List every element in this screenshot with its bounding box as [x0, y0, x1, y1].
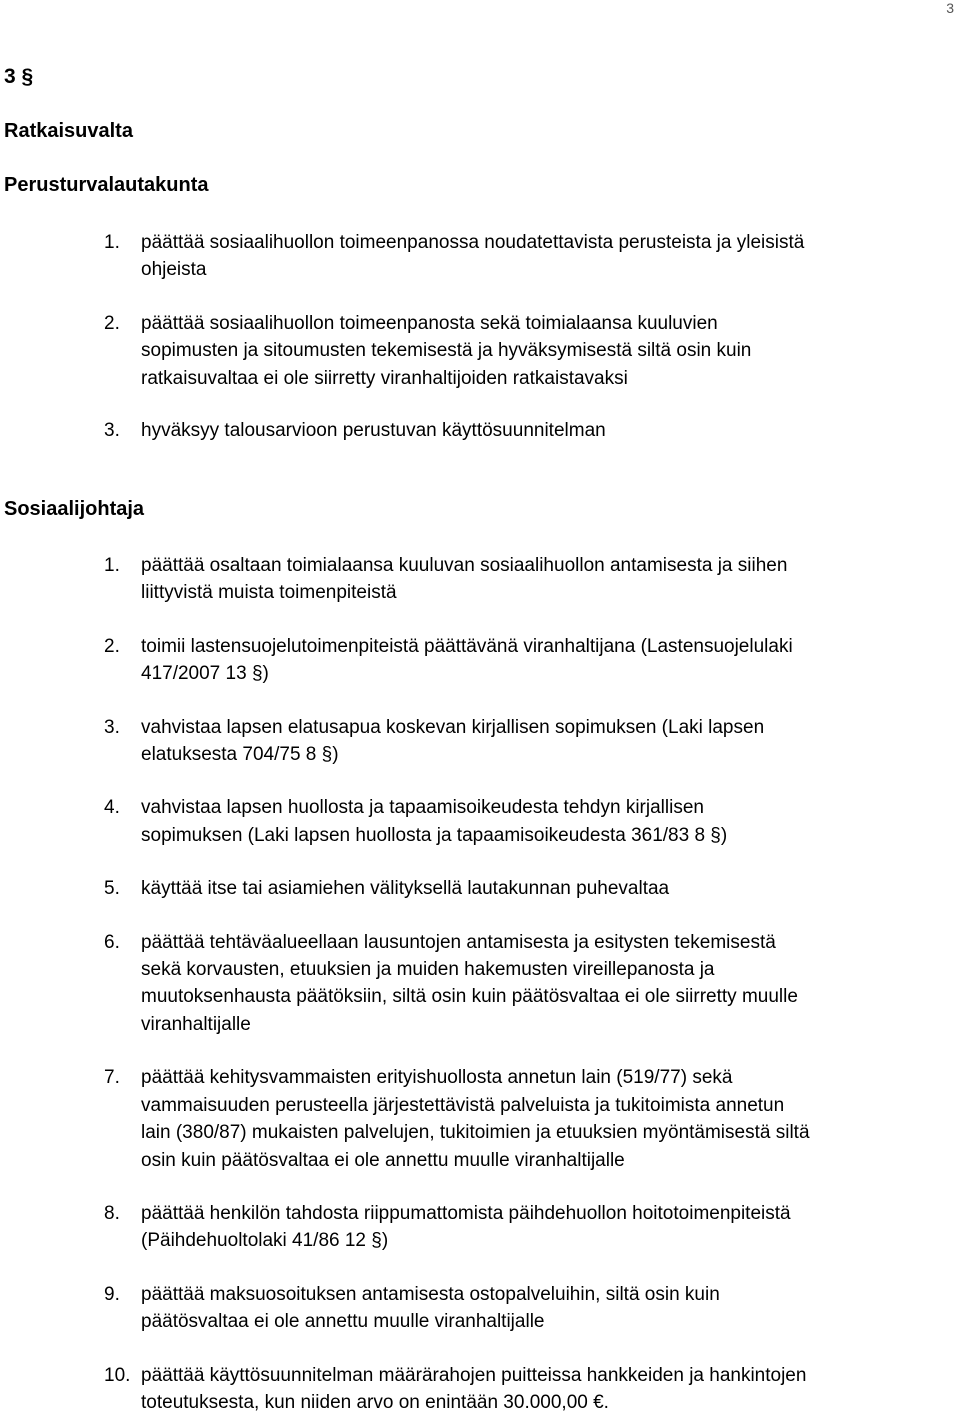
item-number: 8. [104, 1202, 120, 1224]
item-text-line: osin kuin päätösvaltaa ei ole annettu muulle viranhaltijalle [141, 1149, 625, 1171]
item-text-line: sopimusten ja sitoumusten tekemisestä ja hyväksymisestä siltä osin kuin [141, 340, 752, 362]
list-item [104, 1064, 960, 1174]
item-text-line: ohjeista [141, 259, 207, 281]
item-text [141, 714, 960, 769]
list-item [104, 929, 960, 1039]
item-number: 2. [104, 635, 120, 657]
item-text-line: vammaisuuden perusteella järjestettävistä palveluista ja tukitoimista annetun [141, 1094, 785, 1116]
item-text-line: muutoksenhausta päätöksiin, siltä osin kuin päätösvaltaa ei ole siirretty muulle [141, 986, 798, 1008]
item-text [141, 552, 960, 607]
item-text-line: elatuksesta 704/75 8 §) [141, 744, 339, 766]
list-item [104, 714, 960, 769]
list-item [104, 229, 960, 284]
item-text-line: päättää maksuosoituksen antamisesta ostopalveluihin, siltä osin kuin [141, 1283, 720, 1305]
item-number: 3. [104, 420, 120, 442]
item-text-line: sopimuksen (Laki lapsen huollosta ja tapaamisoikeudesta 361/83 8 §) [141, 824, 728, 846]
list-item [104, 552, 960, 607]
sosiaalijohtaja-list [104, 552, 960, 1416]
item-text-line: sekä korvausten, etuuksien ja muiden hakemusten vireillepanosta ja [141, 959, 715, 981]
item-text-line: lain (380/87) mukaisten palvelujen, tukitoimien ja etuuksien myöntämisestä siltä [141, 1122, 810, 1144]
item-text-line: 417/2007 13 §) [141, 663, 269, 685]
heading-sosiaalijohtaja: Sosiaalijohtaja [4, 498, 145, 520]
item-number: 4. [104, 797, 120, 819]
list-item [104, 794, 960, 849]
item-text-line: päättää osaltaan toimialaansa kuuluvan sosiaalihuollon antamisesta ja siihen [141, 555, 788, 576]
item-number: 3. [104, 716, 120, 738]
perusturva-list [104, 229, 960, 444]
item-text [141, 417, 960, 444]
item-text-line: ratkaisuvaltaa ei ole siirretty viranhaltijoiden ratkaistavaksi [141, 367, 628, 389]
item-number: 2. [104, 312, 120, 334]
item-text-line: päättää käyttösuunnitelman määrärahojen puitteissa hankkeiden ja hankintojen [141, 1364, 807, 1386]
list-item [104, 633, 960, 688]
item-text [141, 929, 960, 1039]
item-text [141, 633, 960, 688]
item-text-line: hyväksyy talousarvioon perustuvan käyttösuunnitelman [141, 420, 606, 442]
item-number: 1. [104, 555, 120, 576]
item-text-line: liittyvistä muista toimenpiteistä [141, 582, 397, 604]
item-number: 9. [104, 1283, 120, 1305]
item-text [141, 794, 960, 849]
item-text-line: viranhaltijalle [141, 1013, 251, 1035]
item-text [141, 229, 960, 284]
item-text-line: (Päihdehuoltolaki 41/86 12 §) [141, 1230, 389, 1252]
list-item [104, 1362, 960, 1417]
item-text [141, 875, 960, 902]
item-text-line: päättää kehitysvammaisten erityishuollosta annetun lain (519/77) sekä [141, 1067, 733, 1089]
list-item [104, 310, 960, 392]
item-text [141, 1362, 960, 1417]
item-text [141, 1200, 960, 1255]
item-number: 7. [104, 1067, 120, 1089]
item-text-line: toimii lastensuojelutoimenpiteistä päättävänä viranhaltijana (Lastensuojelulaki [141, 635, 793, 657]
item-text-line: päättää henkilön tahdosta riippumattomista päihdehuollon hoitotoimenpiteistä [141, 1202, 791, 1224]
item-number: 5. [104, 878, 120, 900]
item-number: 6. [104, 931, 120, 953]
item-text [141, 310, 960, 392]
item-text-line: päättää sosiaalihuollon toimeenpanossa noudatettavista perusteista ja yleisistä [141, 232, 805, 253]
item-text-line: vahvistaa lapsen huollosta ja tapaamisoikeudesta tehdyn kirjallisen [141, 797, 704, 819]
heading-ratkaisuvalta: Ratkaisuvalta [4, 120, 133, 142]
heading-perusturvalautakunta: Perusturvalautakunta [4, 174, 209, 196]
item-number: 10. [104, 1364, 131, 1386]
item-text-line: päätösvaltaa ei ole annettu muulle viranhaltijalle [141, 1311, 545, 1333]
item-text [141, 1281, 960, 1336]
list-item [104, 875, 960, 902]
item-text-line: päättää tehtäväalueellaan lausuntojen antamisesta ja esitysten tekemisestä [141, 931, 776, 953]
item-text-line: toteutuksesta, kun niiden arvo on enintään 30.000,00 €. [141, 1391, 609, 1413]
list-item [104, 417, 960, 444]
item-text-line: vahvistaa lapsen elatusapua koskevan kirjallisen sopimuksen (Laki lapsen [141, 716, 765, 738]
item-number: 1. [104, 232, 120, 253]
list-item [104, 1200, 960, 1255]
page-number: 3 [946, 0, 954, 16]
item-text [141, 1064, 960, 1174]
section-marker: 3 § [4, 65, 34, 88]
item-text-line: käyttää itse tai asiamiehen välityksellä lautakunnan puhevaltaa [141, 878, 670, 900]
item-text-line: päättää sosiaalihuollon toimeenpanosta sekä toimialaansa kuuluvien [141, 312, 718, 334]
list-item [104, 1281, 960, 1336]
